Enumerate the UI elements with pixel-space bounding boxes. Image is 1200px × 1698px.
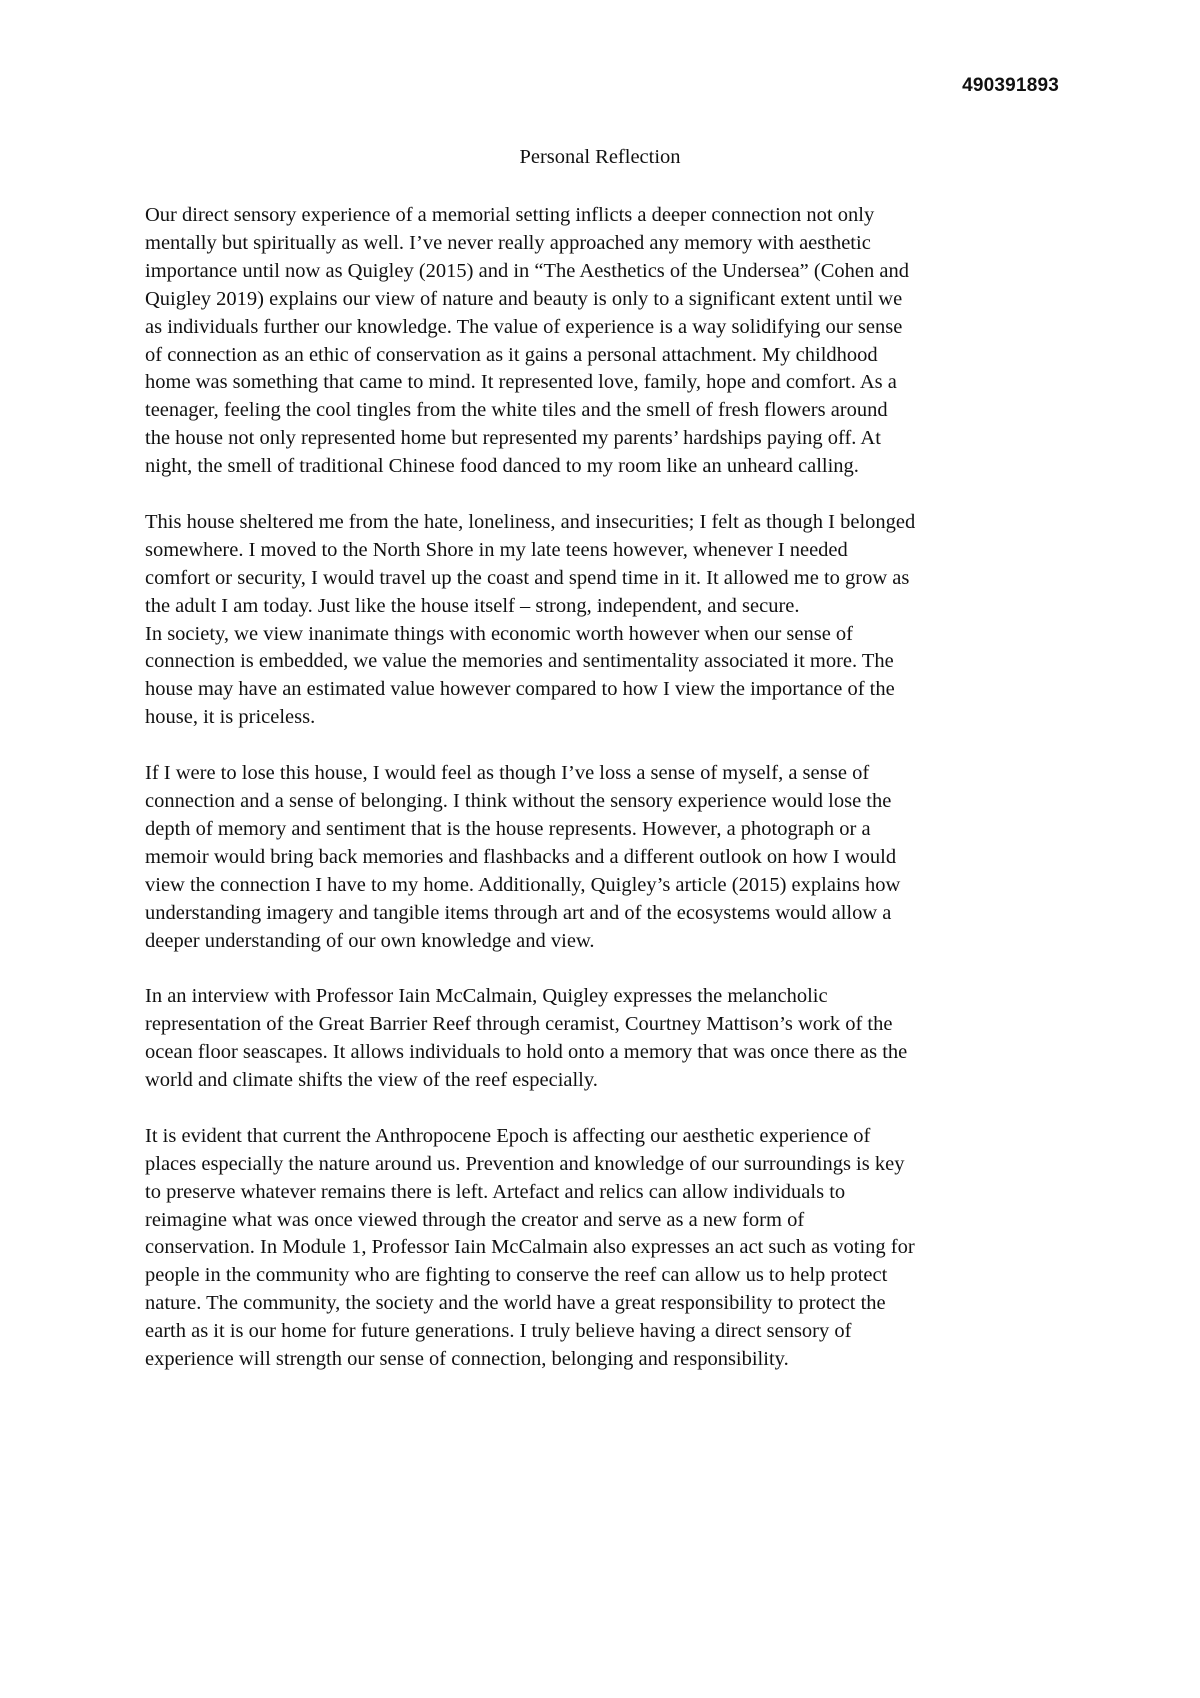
- paragraph-house-shelter: This house sheltered me from the hate, loneliness, and insecurities; I felt as though I belonged somewhere. I moved to the North Shore in my late teens however, whenever I needed comfort or security, I would travel up the coast and spend time in it. It allowed me to grow as the adult I am today. Just like the house itself – strong, independent, and secure.: [145, 510, 916, 617]
- paragraph-losing-house: If I were to lose this house, I would feel as though I’ve loss a sense of myself, a sense of connection and a sense of belonging. I think without the sensory experience would lose the depth of memory and sentiment that is the house represents. However, a photograph or a memoir would bring back memories and flashbacks and a different outlook on how I would view the connection I have to my home. Additionally, Quigley’s article (2015) explains how understanding imagery and tangible items through art and of the ecosystems would allow a deeper understanding of our own knowledge and view.: [145, 762, 901, 952]
- paragraph-spacer: [145, 955, 1065, 983]
- paragraph-anthropocene: It is evident that current the Anthropocene Epoch is affecting our aesthetic experience of places especially the nature around us. Prevention and knowledge of our surroundings is key to preserve whatever remains there is left. Artefact and relics can allow individuals to reimagine what was once viewed through the creator and serve as a new form of conservation. In Module 1, Professor Iain McCalmain also expresses an act such as voting for people in the community who are fighting to conserve the reef can allow us to help protect nature. The community, the society and the world have a great responsibility to protect the earth as it is our home for future generations. I truly believe having a direct sensory of experience will strength our sense of connection, belonging and responsibility.: [145, 1124, 915, 1371]
- paragraph-spacer: [145, 732, 1065, 760]
- document-body: [145, 202, 1065, 1374]
- paragraph-economic-worth: In society, we view inanimate things with economic worth however when our sense of connection is embedded, we value the memories and sentimentality associated it more. The house may have an estimated value however compared to how I view the importance of the house, it is priceless.: [145, 622, 895, 729]
- paragraph-spacer: [145, 1095, 1065, 1123]
- paragraph-interview: In an interview with Professor Iain McCalmain, Quigley expresses the melancholic representation of the Great Barrier Reef through ceramist, Courtney Mattison’s work of the ocean floor seascapes. It allows individuals to hold onto a memory that was once there as the world and climate shifts the view of the reef especially.: [145, 985, 908, 1092]
- paragraph-spacer: [145, 481, 1065, 509]
- document-id: 490391893: [962, 75, 1059, 96]
- paragraph-sensory-experience: Our direct sensory experience of a memorial setting inflicts a deeper connection not only mentally but spiritually as well. I’ve never really approached any memory with aesthetic importance until now as Quigley (2015) and in “The Aesthetics of the Undersea” (Cohen and Quigley 2019) explains our view of nature and beauty is only to a significant extent until we as individuals further our knowledge. The value of experience is a way solidifying our sense of connection as an ethic of conservation as it gains a personal attachment. My childhood home was something that came to mind. It represented love, family, hope and comfort. As a teenager, feeling the cool tingles from the white tiles and the smell of fresh flowers around the house not only represented home but represented my parents’ hardships paying off. At night, the smell of traditional Chinese food danced to my room like an unheard calling.: [145, 204, 909, 478]
- document-title: Personal Reflection: [519, 146, 681, 168]
